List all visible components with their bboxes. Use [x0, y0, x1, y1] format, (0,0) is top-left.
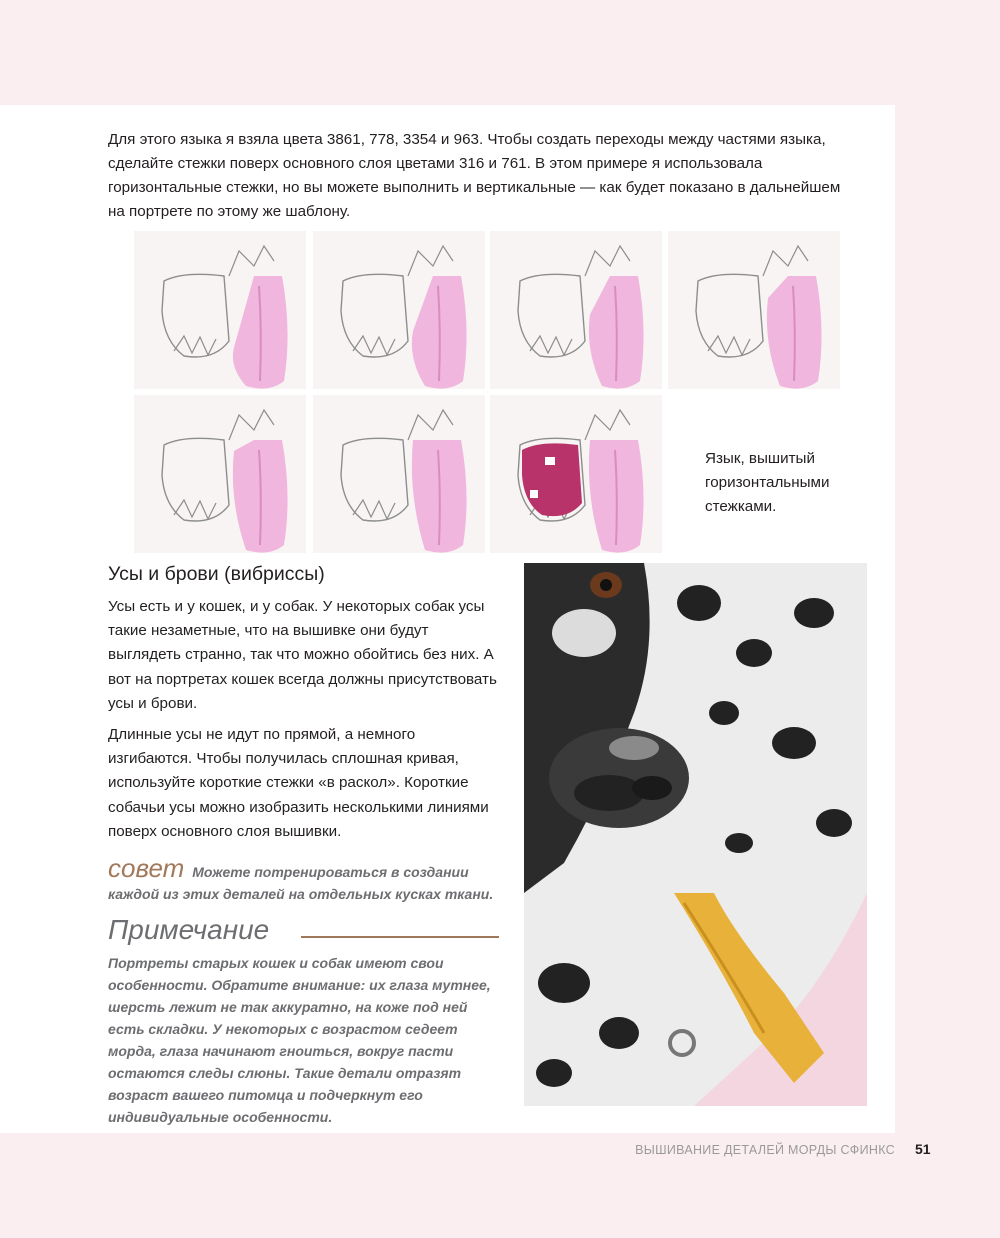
note-header — [108, 914, 503, 950]
tongue-step-4 — [668, 231, 840, 389]
upper-lines — [229, 246, 274, 276]
tongue-sketch — [668, 231, 840, 389]
gallery-caption: Язык, вышитый горизонтальными стежками. — [705, 450, 830, 515]
tongue-sketch — [313, 395, 485, 553]
tooth — [545, 457, 555, 465]
jaw-outline — [162, 274, 229, 357]
tongue-sketch — [134, 395, 306, 553]
tongue-step-3 — [490, 231, 662, 389]
jaw-outline — [696, 274, 763, 357]
dalmatian-illustration — [524, 563, 867, 1106]
jaw-outline — [341, 438, 408, 521]
section-paragraph-2: Длинные усы не идут по прямой, а немного изгибаются. Чтобы получилась сплошная кривая, используйте короткие стежки «в раскол». Короткие собачьи усы можно изобразить несколькими линиями поверх основного слоя вышивки. — [108, 726, 489, 840]
note-divider — [301, 936, 499, 938]
tongue-step-5 — [134, 395, 306, 553]
upper-lines — [585, 410, 630, 440]
tip-block — [108, 853, 503, 905]
mouth-fill — [522, 443, 582, 516]
tongue-step-2 — [313, 231, 485, 389]
tongue-step-1 — [134, 231, 306, 389]
tongue-sketch — [490, 231, 662, 389]
upper-lines — [585, 246, 630, 276]
upper-lines — [408, 246, 453, 276]
upper-lines — [763, 246, 808, 276]
section-paragraph-1: Усы есть и у кошек, и у собак. У некоторых собак усы такие незаметные, что на вышивке они будут выглядеть странно, так что можно обойтись без них. А вот на портретах кошек всегда должны присутствовать усы и брови. — [108, 598, 497, 712]
tip-label: совет — [108, 853, 185, 883]
tongue-step-6 — [313, 395, 485, 553]
jaw-outline — [341, 274, 408, 357]
intro-paragraph: Для этого языка я взяла цвета 3861, 778, 3354 и 963. Чтобы создать переходы между частями языка, сделайте стежки поверх основного слоя цветами 316 и 761. В этом примере я использовала горизонтальные стежки, но вы можете выполнить и вертикальные — как будет показано в дальнейшем на портрете по этому же шаблону. — [108, 131, 841, 220]
tongue-step-7 — [490, 395, 662, 553]
section-heading: Усы и брови (вибриссы) — [108, 563, 325, 585]
running-footer-title: ВЫШИВАНИЕ ДЕТАЛЕЙ МОРДЫ СФИНКС — [635, 1143, 895, 1157]
upper-lines — [229, 410, 274, 440]
jaw-outline — [518, 274, 585, 357]
note-text: Портреты старых кошек и собак имеют свои особенности. Обратите внимание: их глаза мутнее, шерсть лежит не так аккуратно, на коже под ней есть складки. У некоторых с возрастом седеет морда, глаза начинают гноиться, вокруг пасти остаются следы слюны. Такие детали отразят возраст вашего питомца и подчеркнут его индивидуальные особенности. — [108, 955, 491, 1125]
jaw-outline — [162, 438, 229, 521]
tongue-sketch — [134, 231, 306, 389]
upper-lines — [408, 410, 453, 440]
tongue-sketch — [313, 231, 485, 389]
tongue-sketch — [490, 395, 662, 553]
page-number: 51 — [915, 1141, 931, 1157]
note-title: Примечание — [108, 914, 270, 945]
tooth — [530, 490, 538, 498]
dalmatian-embroidery-photo — [524, 563, 867, 1106]
tip-text: Можете потренироваться в создании каждой из этих деталей на отдельных кусках ткани. — [108, 864, 494, 902]
